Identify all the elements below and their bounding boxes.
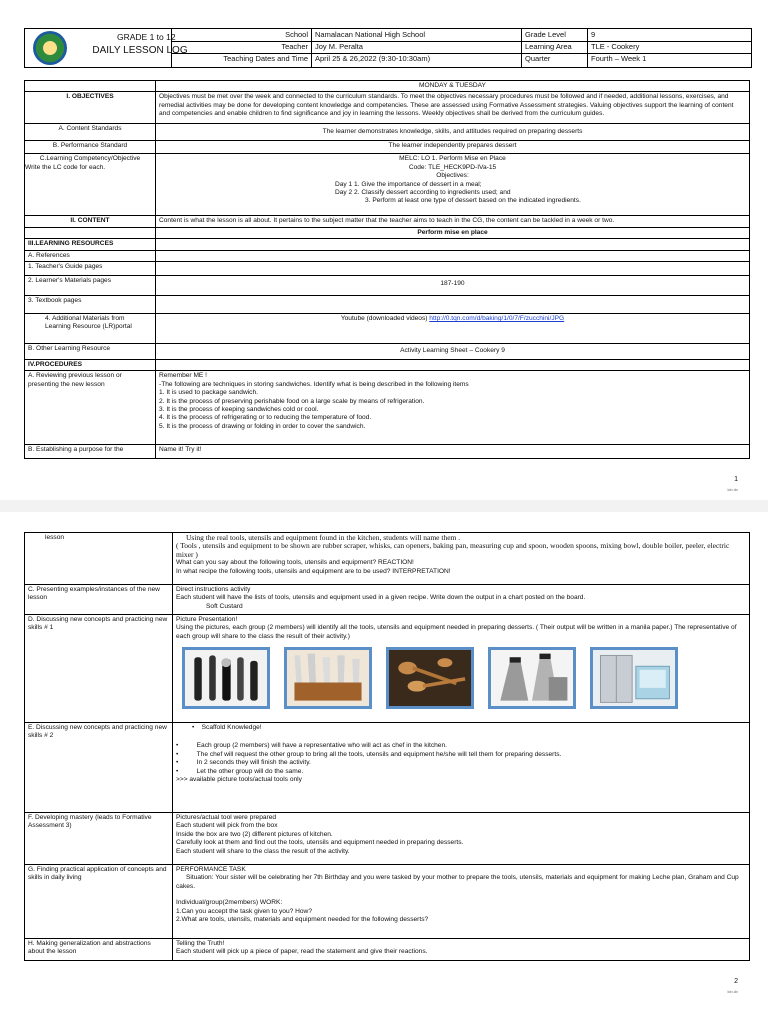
learning-resources-label: III.LEARNING RESOURCES <box>25 239 156 250</box>
melc-line: MELC: LO 1. Perform Mise en Place <box>399 155 506 163</box>
day-3-objective: 3. Perform at least one type of dessert based on the indicated ingredients. <box>365 197 581 205</box>
lesson-table-page-1 <box>24 80 750 459</box>
review-item: 5. It is the process of drawing or folding in order to cover the sandwich. <box>159 422 366 430</box>
scaffold-item-text: In 2 seconds they will finish the activity. <box>196 759 311 767</box>
scaffold-item <box>176 768 746 776</box>
practical-application-label: G. Finding practical application of concepts and skills in daily living <box>25 865 173 939</box>
review-intro: -The following are techniques in storing sandwiches. Identify what is being described in the following items <box>159 380 469 388</box>
page-1 <box>0 0 768 500</box>
references-value <box>156 250 750 261</box>
picture-presentation-title: Picture Presentation! <box>176 616 238 623</box>
scaffold-item-text: The chef will request the other group to bring all the tools, utensils and equipment he/she will tell them for preparing desserts. <box>196 750 562 758</box>
grade-value: 9 <box>587 29 751 42</box>
mastery-line: Each student will share to the class the result of the activity. <box>176 847 350 855</box>
mastery-line: Inside the box are two (2) different pictures of kitchen. <box>176 830 333 838</box>
page-footer-2: lcb.dv <box>727 989 738 994</box>
scaffold-item <box>176 759 746 767</box>
teacher-value: Joy M. Peralta <box>311 41 521 54</box>
discussing-1-label: D. Discussing new concepts and practicing new skills # 1 <box>25 615 173 723</box>
developing-mastery-content <box>173 813 750 865</box>
textbook-label: 3. Textbook pages <box>25 296 156 314</box>
generalization-label: H. Making generalization and abstractions about the lesson <box>25 939 173 961</box>
blank-cell <box>25 227 156 238</box>
teachers-guide-value <box>156 262 750 276</box>
day-header: MONDAY & TUESDAY <box>156 81 750 92</box>
references-label: A. References <box>25 250 156 261</box>
other-resource-value: Activity Learning Sheet – Cookery 9 <box>156 344 750 360</box>
performance-standard-text: The learner independently prepares dessert <box>156 141 750 154</box>
deped-logo-icon <box>33 31 67 65</box>
page-number-2: 2 <box>734 978 738 985</box>
telling-truth-title: Telling the Truth! <box>176 940 225 947</box>
scaffold-item-text: Each group (2 members) will have a representative who will act as chef in the kitchen. <box>196 742 447 750</box>
area-label: Learning Area <box>521 41 587 54</box>
purpose-content <box>173 533 750 585</box>
objectives-text: Objectives must be met over the week and connected to the curriculum standards. To meet the objectives necessary procedures must be followed and if needed, additional lessons, exercises, and remedial activities may be done for developing content knowledge and competencies. These are assessed using Formative Assessment strategies. Valuing objectives support the learning of content and competencies and enable children to find significance and joy in learning the lessons. Weekly objectives shall be derived from the curriculum guides. <box>156 92 750 124</box>
developing-mastery-label: F. Developing mastery (leads to Formative Assessment 3) <box>25 813 173 865</box>
performance-task-question-1: 1.Can you accept the task given to you? How? <box>176 907 312 915</box>
area-value: TLE - Cookery <box>587 41 751 54</box>
scaffold-item <box>176 751 746 759</box>
scaffold-title <box>176 724 746 732</box>
discussing-2-content <box>173 723 750 813</box>
quarter-label: Quarter <box>521 53 587 67</box>
scaffold-item <box>176 742 746 750</box>
other-resource-label: B. Other Learning Resource <box>25 344 156 360</box>
review-item: 2. It is the process of preserving perishable food on a large scale by means of refrigeration. <box>159 397 425 405</box>
direct-instructions-text: Each student will have the lists of tools, utensils and equipment used in a given recipe. Write down the output in a chart posted on the board. <box>176 594 586 602</box>
graters-image <box>488 647 576 709</box>
day-1-objective: Day 1 1. Give the importance of dessert in a meal; <box>335 180 482 188</box>
tool-pictures <box>176 641 746 713</box>
discussing-2-label: E. Discussing new concepts and practicing new skills # 2 <box>25 723 173 813</box>
grade-label: Grade Level <box>521 29 587 42</box>
telling-truth-text: Each student will pick up a piece of paper, read the statement and give their reactions. <box>176 948 428 956</box>
discussing-1-content <box>173 615 750 723</box>
content-text: Content is what the lesson is all about. It pertains to the subject matter that the teacher aims to teach in the CG, the content can be tackled in a week or two. <box>156 216 750 227</box>
purpose-label: B. Establishing a purpose for the <box>25 445 156 459</box>
spacer <box>176 891 746 899</box>
header-title-grade: GRADE 1 to 12 <box>117 32 176 42</box>
purpose-text: Name it! Try it! <box>156 445 750 459</box>
content-label: II. CONTENT <box>25 216 156 227</box>
generalization-content <box>173 939 750 961</box>
learning-competency-content <box>156 154 750 216</box>
scaffold-item-text: Let the other group will do the same. <box>196 767 304 775</box>
page-2 <box>0 512 768 1024</box>
recipe-name: Soft Custard <box>206 602 243 610</box>
learning-resources-value <box>156 239 750 250</box>
lesson-table-page-2 <box>24 532 750 961</box>
scaffold-title-text: Scaffold Knowledge! <box>201 724 262 731</box>
header-title-dll: DAILY LESSON LOG <box>92 45 188 56</box>
performance-standard-label: B. Performance Standard <box>25 141 156 154</box>
content-topic: Perform mise en place <box>156 227 750 238</box>
knives-image <box>284 647 372 709</box>
school-label: School <box>171 29 311 42</box>
review-item: 3. It is the process of keeping sandwiches cold or cool. <box>159 406 319 414</box>
quarter-value: Fourth – Week 1 <box>587 53 751 67</box>
additional-materials-value <box>156 314 750 344</box>
page-footer-1: lcb.dv <box>727 487 738 492</box>
learners-materials-pages: 187-190 <box>156 276 750 296</box>
bullet-icon: • <box>176 767 197 775</box>
performance-task-situation: Situation: Your sister will be celebrating her 7th Birthday and you were tasked by your mother to prepare the tools, utensils, materials and equipment for making Leche plan, Graham and Cup cakes. <box>176 874 739 890</box>
can-openers-image <box>182 647 270 709</box>
page-number-1: 1 <box>734 476 738 483</box>
presenting-examples-content <box>173 585 750 615</box>
purpose-line-3: What can you say about the following tools, utensils and equipment? REACTION! <box>176 559 414 567</box>
corner-cell <box>25 81 156 92</box>
additional-materials-label: 4. Additional Materials from Learning Resource (LR)portal <box>25 314 156 344</box>
review-lesson-content <box>156 371 750 445</box>
textbook-value <box>156 296 750 314</box>
school-value: Namalacan National High School <box>311 29 521 42</box>
picture-presentation-text: Using the pictures, each group (2 members) will identify all the tools, utensils and equipment needed in preparing desserts. ( Their output will be written in a manila paper.) The representative of each group will share to the class the result of their activity.) <box>176 624 737 640</box>
procedures-value <box>156 360 750 371</box>
learning-competency-cell <box>25 154 156 216</box>
review-title: Remember ME ! <box>159 372 207 380</box>
performance-task-question-2: 2.What are tools, utensils, materials and equipment needed for the following desserts? <box>176 916 429 924</box>
page-separator <box>0 500 768 512</box>
performance-task-work: Individual/group(2members) WORK: <box>176 899 283 907</box>
code-line: Code: TLE_HECK9PD-IVa-15 <box>408 163 497 171</box>
practical-application-content <box>173 865 750 939</box>
header-grid <box>171 29 751 67</box>
learning-competency-label: C.Learning Competency/Objective <box>39 155 141 163</box>
content-standards-label: A. Content Standards <box>25 124 156 141</box>
mastery-line: Each student will pick from the box <box>176 822 278 830</box>
header-block <box>24 28 752 68</box>
bullet-icon: • <box>176 750 197 758</box>
refrigerator-image <box>590 647 678 709</box>
additional-materials-prefix: Youtube (downloaded videos) <box>340 315 430 323</box>
review-item: 1. It is used to package sandwich. <box>159 389 258 397</box>
wooden-spoons-image <box>386 647 474 709</box>
learning-competency-sub: Write the LC code for each. <box>25 163 106 171</box>
presenting-examples-label: C. Presenting examples/instances of the new lesson <box>25 585 173 615</box>
scaffold-footnote: >>> available picture tools/actual tools only <box>176 776 302 784</box>
teacher-label: Teacher <box>171 41 311 54</box>
dates-value: April 25 & 26,2022 (9:30-10:30am) <box>311 53 521 67</box>
content-standards-text: The learner demonstrates knowledge, skills, and attitudes required on preparing desserts <box>156 124 750 141</box>
bullet-icon: • <box>176 759 197 767</box>
objectives-label: I. OBJECTIVES <box>25 92 156 124</box>
spacer <box>176 732 746 742</box>
review-lesson-label: A. Reviewing previous lesson or presenting the new lesson <box>25 371 156 445</box>
bullet-icon: • <box>176 742 197 750</box>
direct-instructions-title: Direct instructions activity <box>176 586 251 593</box>
purpose-line-1: Using the real tools, utensils and equipment found in the kitchen, students will name them . <box>186 533 461 542</box>
learners-materials-label: 2. Learner's Materials pages <box>25 276 156 296</box>
purpose-line-2: ( Tools , utensils and equipment to be shown are rubber scraper, whisks, can openers, baking pan, measuring cup and spoon, wooden spoons, mixing bowl, double boiler, peeler, electric mixer ) <box>176 541 730 559</box>
dates-label: Teaching Dates and Time <box>171 53 311 67</box>
youtube-resource-link[interactable]: http://0.tqn.com/d/baking/1/0/7/F/zucchini/JPG <box>429 315 565 323</box>
purpose-line-4: In what recipe the following tools, utensils and equipment are to be used? INTERPRETATION! <box>176 567 451 575</box>
purpose-label-cont: lesson <box>25 533 173 585</box>
procedures-label: IV.PROCEDURES <box>25 360 156 371</box>
mastery-line: Carefully look at them and find out the tools, utensils and equipment needed in preparing desserts. <box>176 839 464 847</box>
day-2-objective: Day 2 2. Classify dessert according to ingredients used; and <box>335 189 511 197</box>
performance-task-title: PERFORMANCE TASK <box>176 866 246 873</box>
objectives-title: Objectives: <box>436 172 469 180</box>
bullet-icon: • <box>192 724 202 731</box>
mastery-line: Pictures/actual tool were prepared <box>176 814 277 821</box>
review-item: 4. It is the process of refrigerating or to reducing the temperature of food. <box>159 414 372 422</box>
teachers-guide-label: 1. Teacher's Guide pages <box>25 262 156 276</box>
